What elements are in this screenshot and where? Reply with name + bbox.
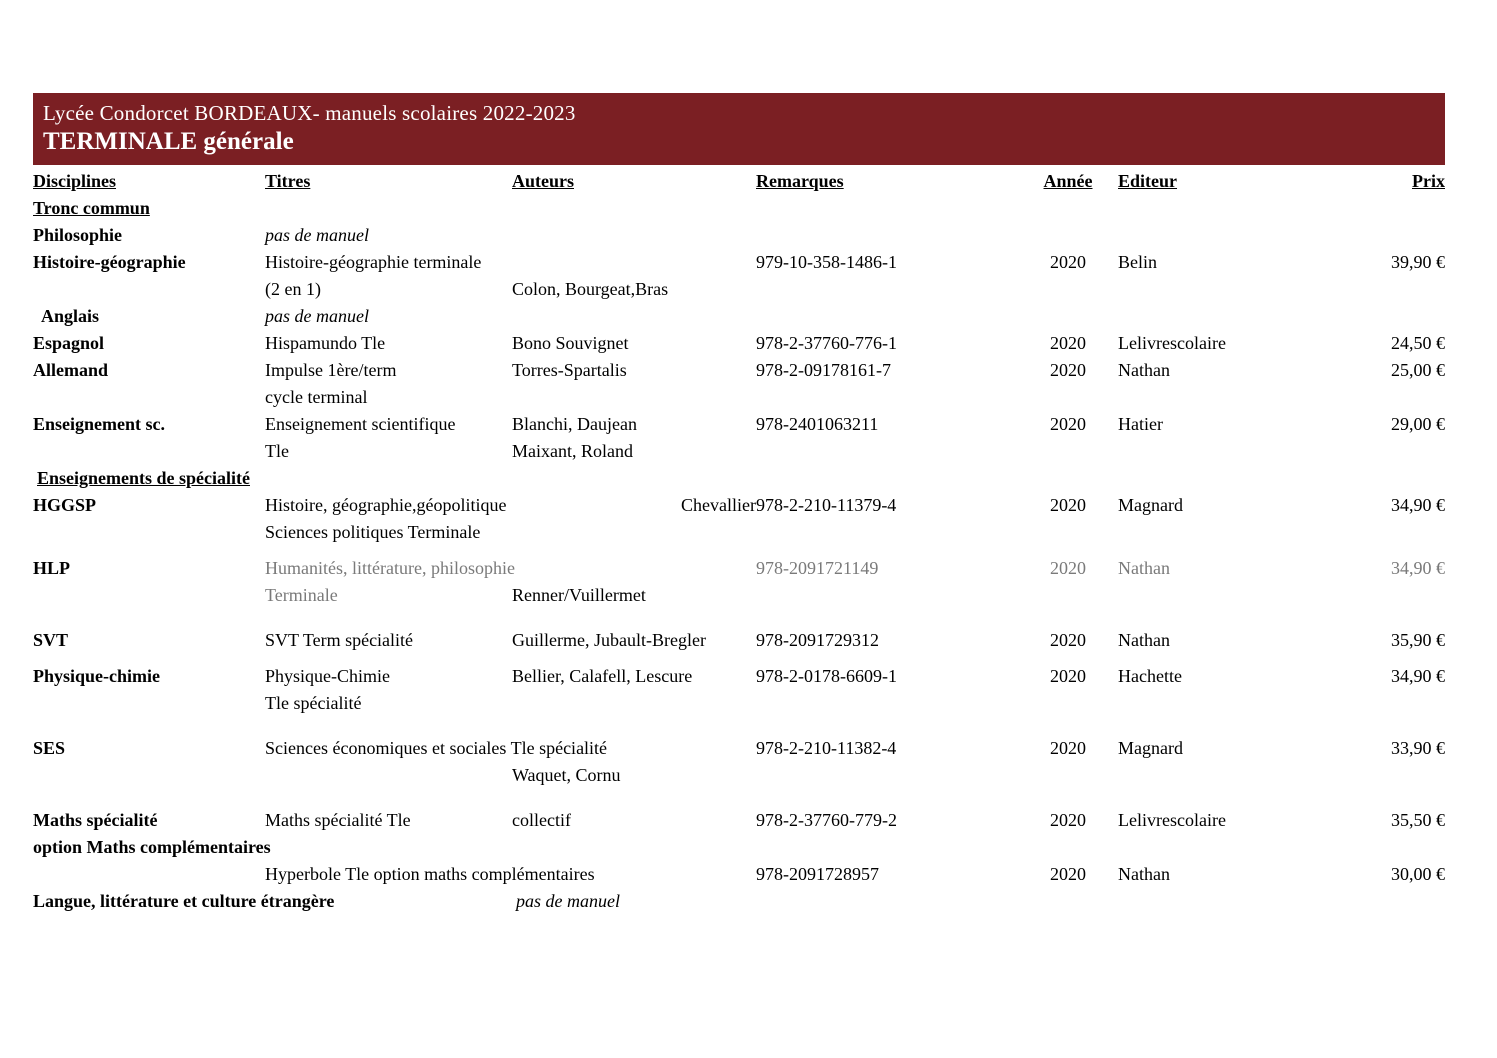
row-year: 2020 (1050, 738, 1086, 758)
empty-cell (756, 384, 1018, 411)
row-title: Enseignement scientifique (265, 414, 456, 434)
empty-cell (33, 384, 265, 411)
empty-cell (33, 690, 265, 717)
empty-cell (1333, 888, 1445, 915)
class-level-title: TERMINALE générale (43, 128, 294, 155)
row-year: 2020 (1050, 495, 1086, 515)
row-price: 39,90 € (1391, 252, 1445, 272)
row-title: Impulse 1ère/term (265, 360, 397, 380)
empty-cell (1118, 384, 1333, 411)
empty-cell (512, 555, 756, 582)
empty-cell (1018, 195, 1118, 222)
row-isbn: 978-2-37760-776-1 (756, 333, 897, 353)
column-header-editeur-label: Editeur (1118, 171, 1178, 191)
row-publisher: Magnard (1118, 495, 1183, 515)
row-title: pas de manuel (265, 306, 369, 326)
row-discipline: SVT (33, 630, 69, 650)
row-publisher: Magnard (1118, 738, 1183, 758)
section-title-specialite: Enseignements de spécialité (37, 468, 250, 488)
empty-cell (1333, 438, 1445, 465)
empty-cell (1333, 276, 1445, 303)
empty-cell (512, 465, 756, 492)
row-isbn: 978-2401063211 (756, 414, 879, 434)
empty-cell (1333, 582, 1445, 609)
column-header-titres-label: Titres (265, 171, 311, 191)
row-title-line2: Sciences politiques Terminale (265, 522, 481, 542)
row-spacer (33, 546, 1445, 555)
empty-cell (33, 582, 265, 609)
empty-cell (756, 762, 1018, 789)
row-isbn: 978-2091721149 (756, 558, 879, 578)
empty-cell (33, 861, 265, 888)
empty-cell (1118, 762, 1333, 789)
row-publisher: Nathan (1118, 630, 1170, 650)
empty-cell (1018, 762, 1118, 789)
table-header-row (33, 168, 1445, 195)
row-year: 2020 (1050, 333, 1086, 353)
row-title: Physique-Chimie (265, 666, 390, 686)
empty-cell (1018, 276, 1118, 303)
row-title: Histoire-géographie terminale (265, 252, 482, 272)
row-price: 34,90 € (1391, 558, 1445, 578)
row-year: 2020 (1050, 630, 1086, 650)
column-header-auteurs-label: Auteurs (512, 171, 574, 191)
table-row-continuation (33, 519, 1445, 546)
column-header-annee (1018, 168, 1118, 195)
row-isbn: 978-2-09178161-7 (756, 360, 891, 380)
column-header-remarques-label: Remarques (756, 171, 844, 191)
row-year (1018, 303, 1118, 330)
row-spacer (33, 717, 1445, 735)
row-year: 2020 (1050, 360, 1086, 380)
empty-cell (1118, 438, 1333, 465)
table-row (33, 492, 1445, 519)
row-authors: Guillerme, Jubault-Bregler (512, 630, 706, 650)
table-row (33, 735, 1445, 762)
row-price: 34,90 € (1391, 666, 1445, 686)
row-authors (512, 249, 756, 276)
empty-cell (33, 519, 265, 546)
table-row (33, 663, 1445, 690)
row-discipline: HLP (33, 558, 71, 578)
table-row (33, 411, 1445, 438)
empty-cell (756, 465, 1018, 492)
table-row (33, 357, 1445, 384)
empty-cell (1333, 762, 1445, 789)
row-authors: Torres-Spartalis (512, 360, 627, 380)
row-title: Humanités, littérature, philosophie (265, 558, 515, 578)
row-publisher: Hachette (1118, 666, 1182, 686)
table-row (33, 330, 1445, 357)
table-row-continuation (33, 582, 1445, 609)
empty-cell (1333, 690, 1445, 717)
row-authors (512, 303, 756, 330)
row-isbn: 978-2-37760-779-2 (756, 810, 897, 830)
section-header-row-specialite (33, 465, 1445, 492)
empty-cell (512, 834, 756, 861)
row-title-line2: Tle spécialité (265, 693, 362, 713)
row-year: 2020 (1050, 252, 1086, 272)
row-year: 2020 (1050, 810, 1086, 830)
empty-cell (1333, 519, 1445, 546)
empty-cell (1118, 582, 1333, 609)
row-price: 25,00 € (1391, 360, 1445, 380)
row-title: Hyperbole Tle option maths complémentaires (265, 864, 595, 884)
row-year: 2020 (1050, 666, 1086, 686)
empty-cell (1118, 888, 1333, 915)
empty-cell (756, 195, 1018, 222)
table-row (33, 834, 1445, 861)
empty-cell (512, 195, 756, 222)
row-year: 2020 (1050, 558, 1086, 578)
row-authors: Chevallier (681, 495, 756, 515)
empty-cell (756, 276, 1018, 303)
document-header-banner (33, 93, 1445, 165)
row-title: SVT Term spécialité (265, 630, 414, 650)
empty-cell (756, 690, 1018, 717)
column-header-remarques (756, 168, 1018, 195)
table-row-continuation (33, 861, 1445, 888)
row-title: Hispamundo Tle (265, 333, 386, 353)
table-row (33, 555, 1445, 582)
row-price: 30,00 € (1391, 864, 1445, 884)
column-header-prix (1333, 168, 1445, 195)
row-publisher (1118, 303, 1333, 330)
empty-cell (1018, 438, 1118, 465)
row-title: pas de manuel (516, 891, 620, 911)
table-row-continuation (33, 762, 1445, 789)
empty-cell (1018, 465, 1118, 492)
column-header-titres (265, 168, 512, 195)
empty-cell (265, 195, 512, 222)
row-authors: Bellier, Calafell, Lescure (512, 666, 693, 686)
row-year: 2020 (1050, 414, 1086, 434)
table-row (33, 222, 1445, 249)
table-row-continuation (33, 276, 1445, 303)
row-isbn: 978-2-210-11382-4 (756, 738, 897, 758)
empty-cell (1118, 465, 1333, 492)
empty-cell (265, 762, 512, 789)
row-isbn: 979-10-358-1486-1 (756, 252, 897, 272)
table-row-continuation (33, 438, 1445, 465)
row-title-line2: cycle terminal (265, 387, 368, 407)
empty-cell (1118, 690, 1333, 717)
empty-cell (1118, 195, 1333, 222)
row-spacer (33, 609, 1445, 627)
empty-cell (1333, 195, 1445, 222)
empty-cell (512, 519, 756, 546)
row-price: 35,90 € (1391, 630, 1445, 650)
row-spacer (33, 789, 1445, 807)
row-discipline: Langue, littérature et culture étrangère (33, 891, 335, 911)
row-publisher: Hatier (1118, 414, 1163, 434)
row-publisher: Nathan (1118, 360, 1170, 380)
row-discipline: Histoire-géographie (33, 252, 186, 272)
table-row (33, 303, 1445, 330)
empty-cell (33, 438, 265, 465)
row-authors-line2: Maixant, Roland (512, 441, 633, 461)
row-authors (512, 222, 756, 249)
row-title: Histoire, géographie,géopolitique (265, 495, 507, 515)
row-title-line2: Terminale (265, 585, 338, 605)
row-discipline: Anglais (41, 306, 100, 326)
empty-cell (756, 834, 1018, 861)
row-authors-line2: Renner/Vuillermet (512, 585, 646, 605)
empty-cell (1333, 834, 1445, 861)
row-discipline: option Maths complémentaires (33, 837, 271, 857)
empty-cell (1333, 384, 1445, 411)
table-row (33, 807, 1445, 834)
empty-cell (512, 384, 756, 411)
row-isbn: 978-2-210-11379-4 (756, 495, 897, 515)
empty-cell (1018, 888, 1118, 915)
row-year (1018, 222, 1118, 249)
row-isbn: 978-2091729312 (756, 630, 879, 650)
row-title-line2: Tle (265, 441, 289, 461)
row-publisher: Nathan (1118, 558, 1170, 578)
empty-cell (1333, 465, 1445, 492)
row-authors-line2: Waquet, Cornu (512, 765, 621, 785)
column-header-auteurs (512, 168, 756, 195)
empty-cell (1018, 690, 1118, 717)
row-title: pas de manuel (265, 225, 369, 245)
empty-cell (33, 276, 265, 303)
row-price: 29,00 € (1391, 414, 1445, 434)
row-isbn: 978-2091728957 (756, 864, 879, 884)
empty-cell (1018, 582, 1118, 609)
row-publisher: Nathan (1118, 864, 1170, 884)
row-discipline: Philosophie (33, 225, 123, 245)
empty-cell (1018, 519, 1118, 546)
empty-cell (1018, 384, 1118, 411)
row-publisher: Belin (1118, 252, 1157, 272)
empty-cell (1118, 519, 1333, 546)
row-publisher: Lelivrescolaire (1118, 810, 1226, 830)
table-row-continuation (33, 690, 1445, 717)
row-price (1333, 303, 1445, 330)
empty-cell (1018, 834, 1118, 861)
row-isbn (756, 303, 1018, 330)
empty-cell (756, 438, 1018, 465)
column-header-annee-label: Année (1043, 171, 1093, 191)
row-title: Maths spécialité Tle (265, 810, 411, 830)
row-price: 34,90 € (1391, 495, 1445, 515)
empty-cell (1118, 834, 1333, 861)
row-price (1333, 222, 1445, 249)
row-isbn (756, 222, 1018, 249)
row-discipline: Allemand (33, 360, 109, 380)
row-authors: collectif (512, 810, 571, 830)
row-publisher (1118, 222, 1333, 249)
section-title-tronc-commun: Tronc commun (33, 198, 150, 218)
row-publisher: Lelivrescolaire (1118, 333, 1226, 353)
row-spacer (33, 654, 1445, 663)
row-title: Sciences économiques et sociales Tle spécialité (265, 738, 608, 758)
row-discipline: Enseignement sc. (33, 414, 165, 434)
book-list-table (33, 168, 1445, 915)
row-year: 2020 (1050, 864, 1086, 884)
row-authors-line2: Colon, Bourgeat,Bras (512, 279, 669, 299)
empty-cell (756, 582, 1018, 609)
row-discipline: SES (33, 738, 66, 758)
row-authors: Bono Souvignet (512, 333, 629, 353)
row-discipline: Espagnol (33, 333, 105, 353)
section-header-row-tronc-commun (33, 195, 1445, 222)
row-price: 33,90 € (1391, 738, 1445, 758)
empty-cell (33, 762, 265, 789)
table-row (33, 888, 1445, 915)
column-header-editeur (1118, 168, 1333, 195)
column-header-prix-label: Prix (1412, 171, 1445, 191)
column-header-disciplines-label: Disciplines (33, 171, 117, 191)
table-row-continuation (33, 384, 1445, 411)
row-authors: Blanchi, Daujean (512, 414, 637, 434)
empty-cell (756, 519, 1018, 546)
table-row (33, 249, 1445, 276)
book-list-table-container (33, 168, 1445, 915)
school-title: Lycée Condorcet BORDEAUX- manuels scolaires 2022-2023 (43, 101, 576, 125)
empty-cell (1118, 276, 1333, 303)
row-discipline: Maths spécialité (33, 810, 158, 830)
empty-cell (512, 690, 756, 717)
table-row (33, 627, 1445, 654)
row-discipline: Physique-chimie (33, 666, 161, 686)
row-isbn: 978-2-0178-6609-1 (756, 666, 897, 686)
row-title-line2: (2 en 1) (265, 279, 321, 299)
row-price: 35,50 € (1391, 810, 1445, 830)
empty-cell (756, 888, 1018, 915)
row-price: 24,50 € (1391, 333, 1445, 353)
row-discipline: HGGSP (33, 495, 97, 515)
column-header-disciplines (33, 168, 265, 195)
